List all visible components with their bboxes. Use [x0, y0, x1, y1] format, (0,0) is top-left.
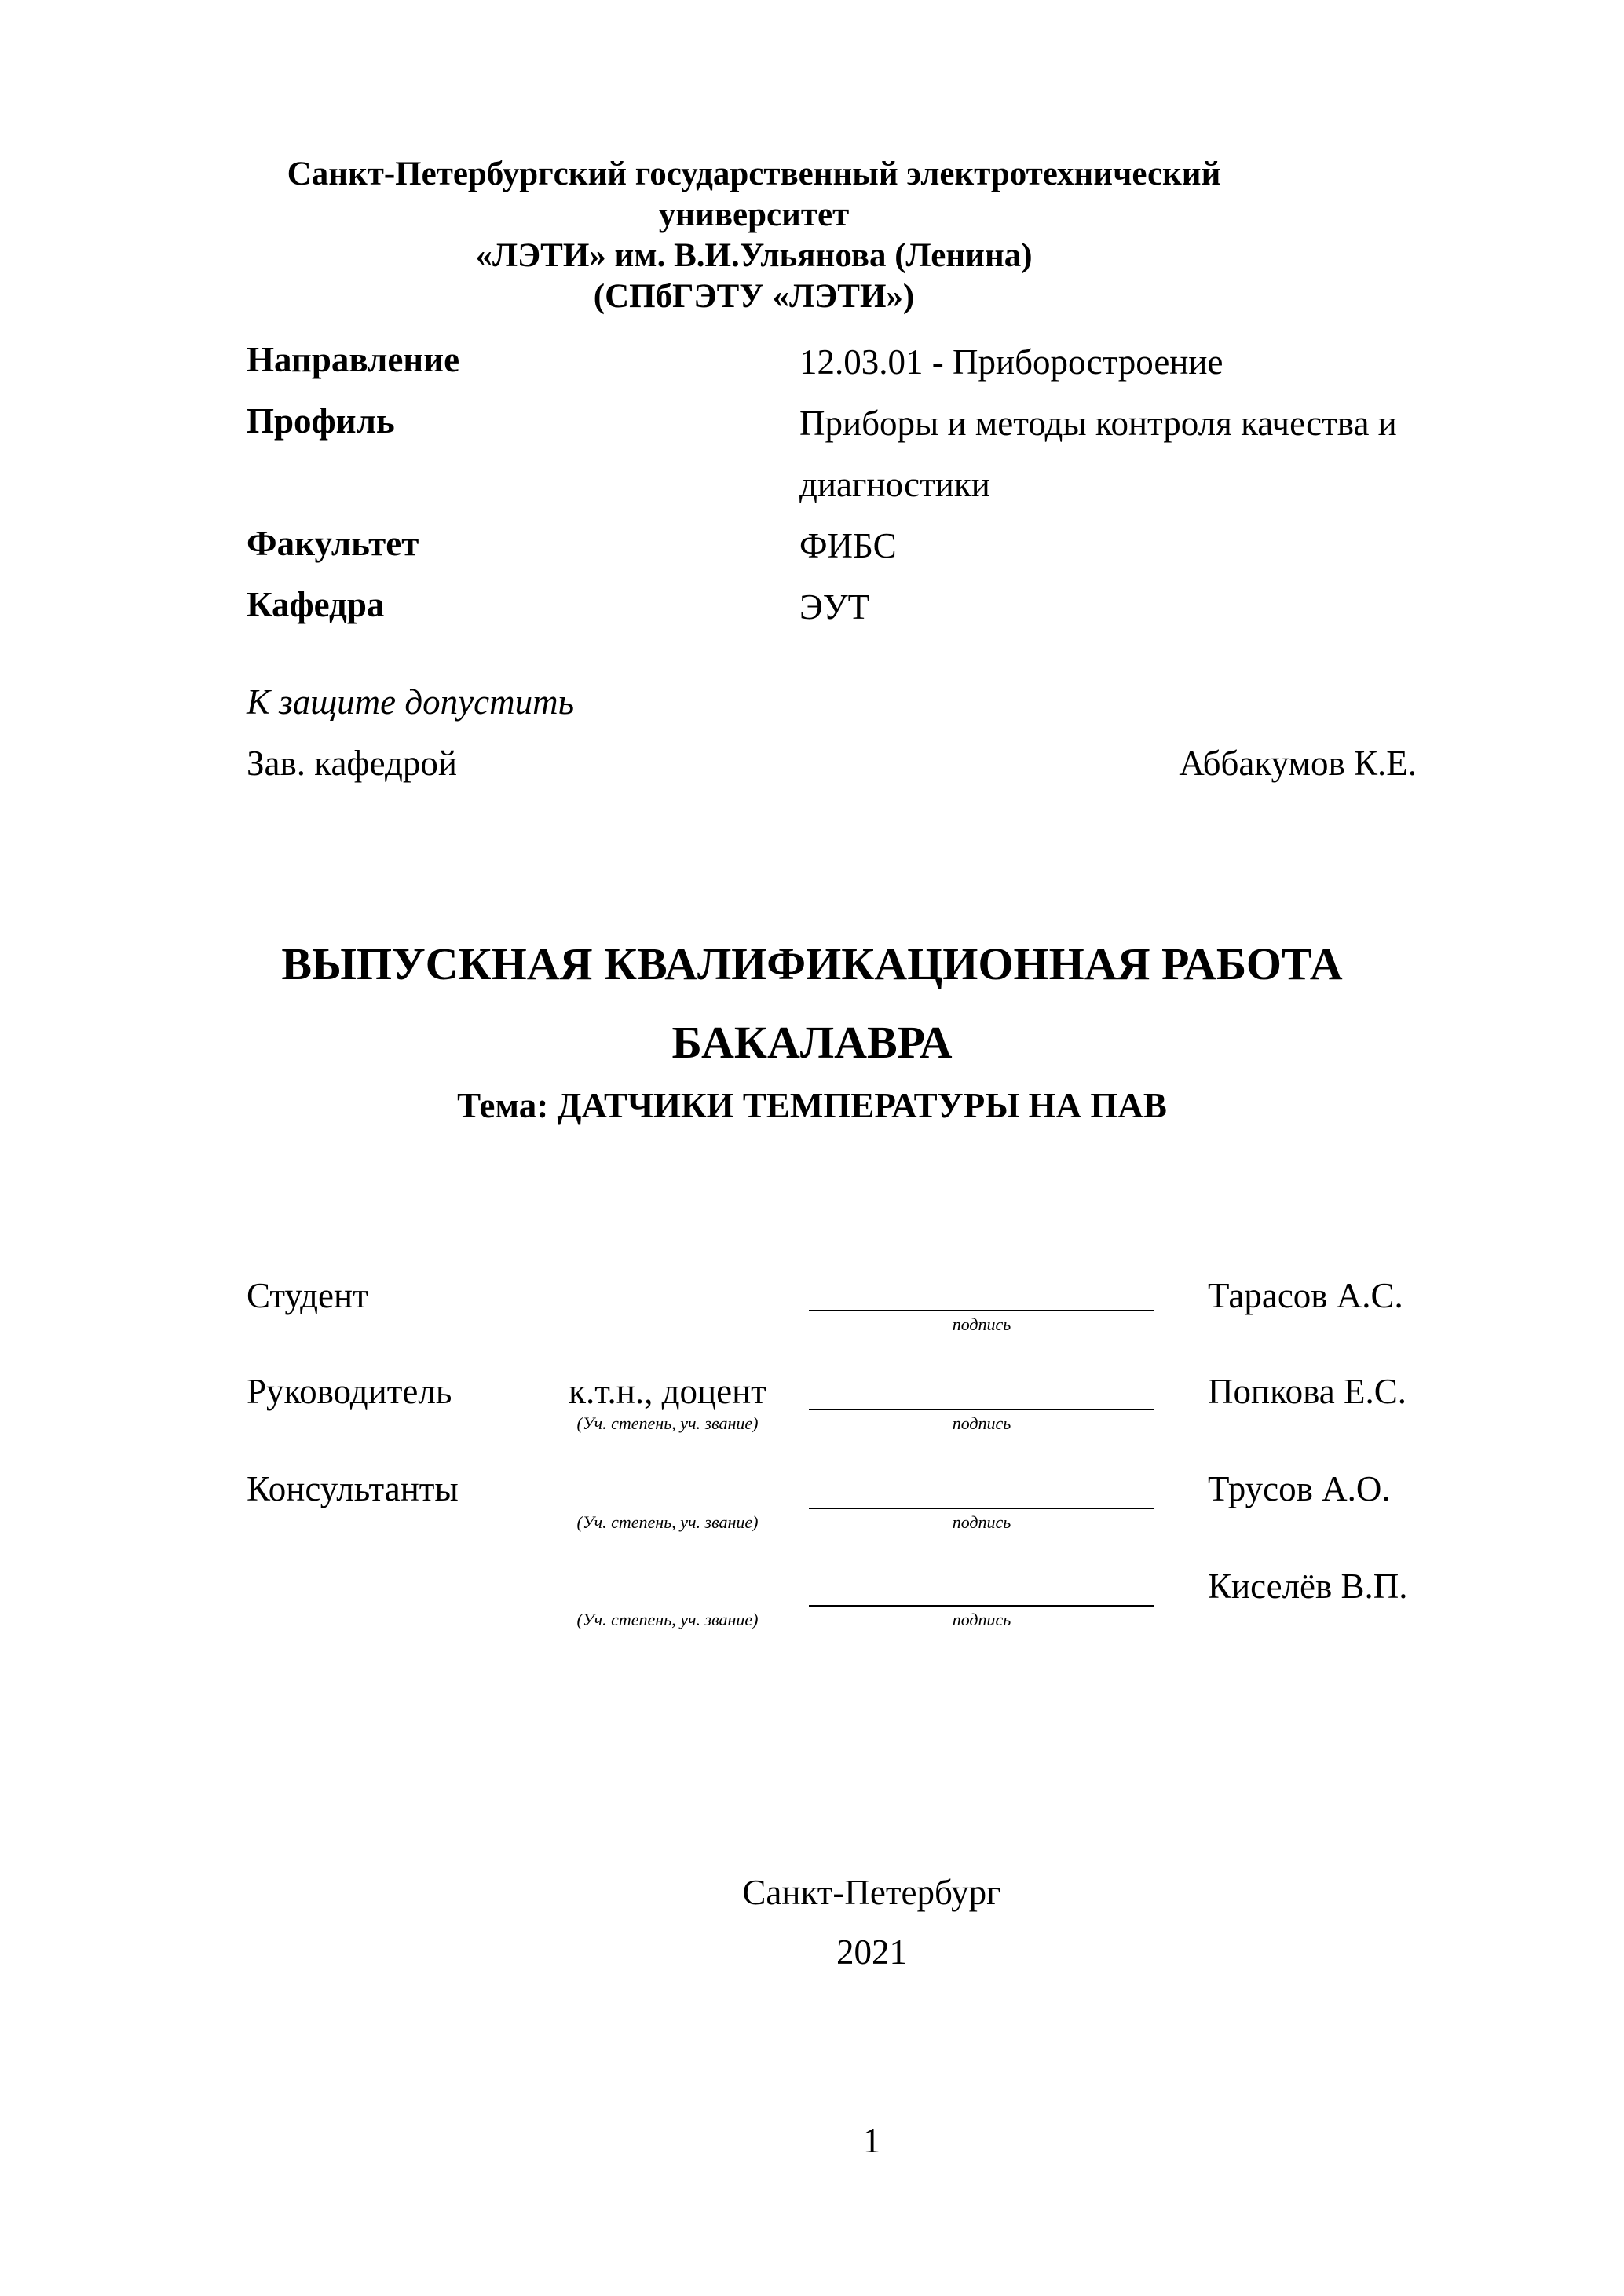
work-topic: Тема: ДАТЧИКИ ТЕМПЕРАТУРЫ НА ПАВ [457, 1086, 1167, 1125]
supervisor-role: Руководитель [247, 1372, 452, 1411]
supervisor-degree-caption: (Уч. степень, уч. звание) [576, 1413, 759, 1433]
supervisor-signature-line [809, 1409, 1154, 1410]
profile-value-line1: Приборы и методы контроля качества и [799, 404, 1397, 443]
consultant2-signature-line [809, 1605, 1154, 1607]
student-role: Студент [247, 1276, 368, 1315]
department-head-label: Зав. кафедрой [247, 744, 457, 783]
work-title [126, 925, 1498, 1082]
page-number: 1 [862, 2121, 881, 2160]
university-abbreviation: (СПбГЭТУ «ЛЭТИ») [593, 278, 915, 315]
city: Санкт-Петербург [742, 1873, 1001, 1912]
department-value: ЭУТ [799, 587, 870, 627]
consultants-role: Консультанты [247, 1469, 459, 1508]
supervisor-degree: к.т.н., доцент [569, 1372, 766, 1411]
consultant1-name: Трусов А.О. [1208, 1469, 1391, 1508]
defense-approval-note: К защите допустить [247, 682, 575, 722]
work-title-line1: ВЫПУСКНАЯ КВАЛИФИКАЦИОННАЯ РАБОТА [281, 938, 1343, 989]
year: 2021 [836, 1932, 907, 1972]
direction-label: Направление [247, 340, 460, 379]
student-signature-caption: подпись [952, 1314, 1011, 1334]
supervisor-signature-caption: подпись [952, 1413, 1011, 1433]
consultant1-signature-line [809, 1508, 1154, 1509]
department-head-name: Аббакумов К.Е. [1179, 744, 1417, 783]
profile-value-line2: диагностики [799, 465, 990, 504]
direction-value: 12.03.01 - Приборостроение [799, 342, 1223, 382]
work-title-line2: БАКАЛАВРА [671, 1017, 953, 1068]
consultant2-degree-caption: (Уч. степень, уч. звание) [576, 1610, 759, 1629]
department-head-row [247, 743, 1417, 784]
student-signature-line [809, 1310, 1154, 1311]
profile-label: Профиль [247, 401, 395, 441]
consultant1-degree-caption: (Уч. степень, уч. звание) [576, 1512, 759, 1532]
supervisor-name: Попкова Е.С. [1208, 1372, 1407, 1411]
consultant1-signature-caption: подпись [952, 1512, 1011, 1532]
consultant2-signature-caption: подпись [952, 1610, 1011, 1629]
university-name: Санкт-Петербургский государственный электротехнический университет [287, 155, 1221, 233]
university-name-suffix: «ЛЭТИ» им. В.И.Ульянова (Ленина) [475, 237, 1033, 274]
university-header [204, 154, 1304, 317]
consultant2-name: Киселёв В.П. [1208, 1567, 1408, 1606]
department-label: Кафедра [247, 585, 385, 624]
student-name: Тарасов А.С. [1208, 1276, 1403, 1315]
faculty-label: Факультет [247, 524, 419, 563]
faculty-value: ФИБС [799, 526, 897, 565]
